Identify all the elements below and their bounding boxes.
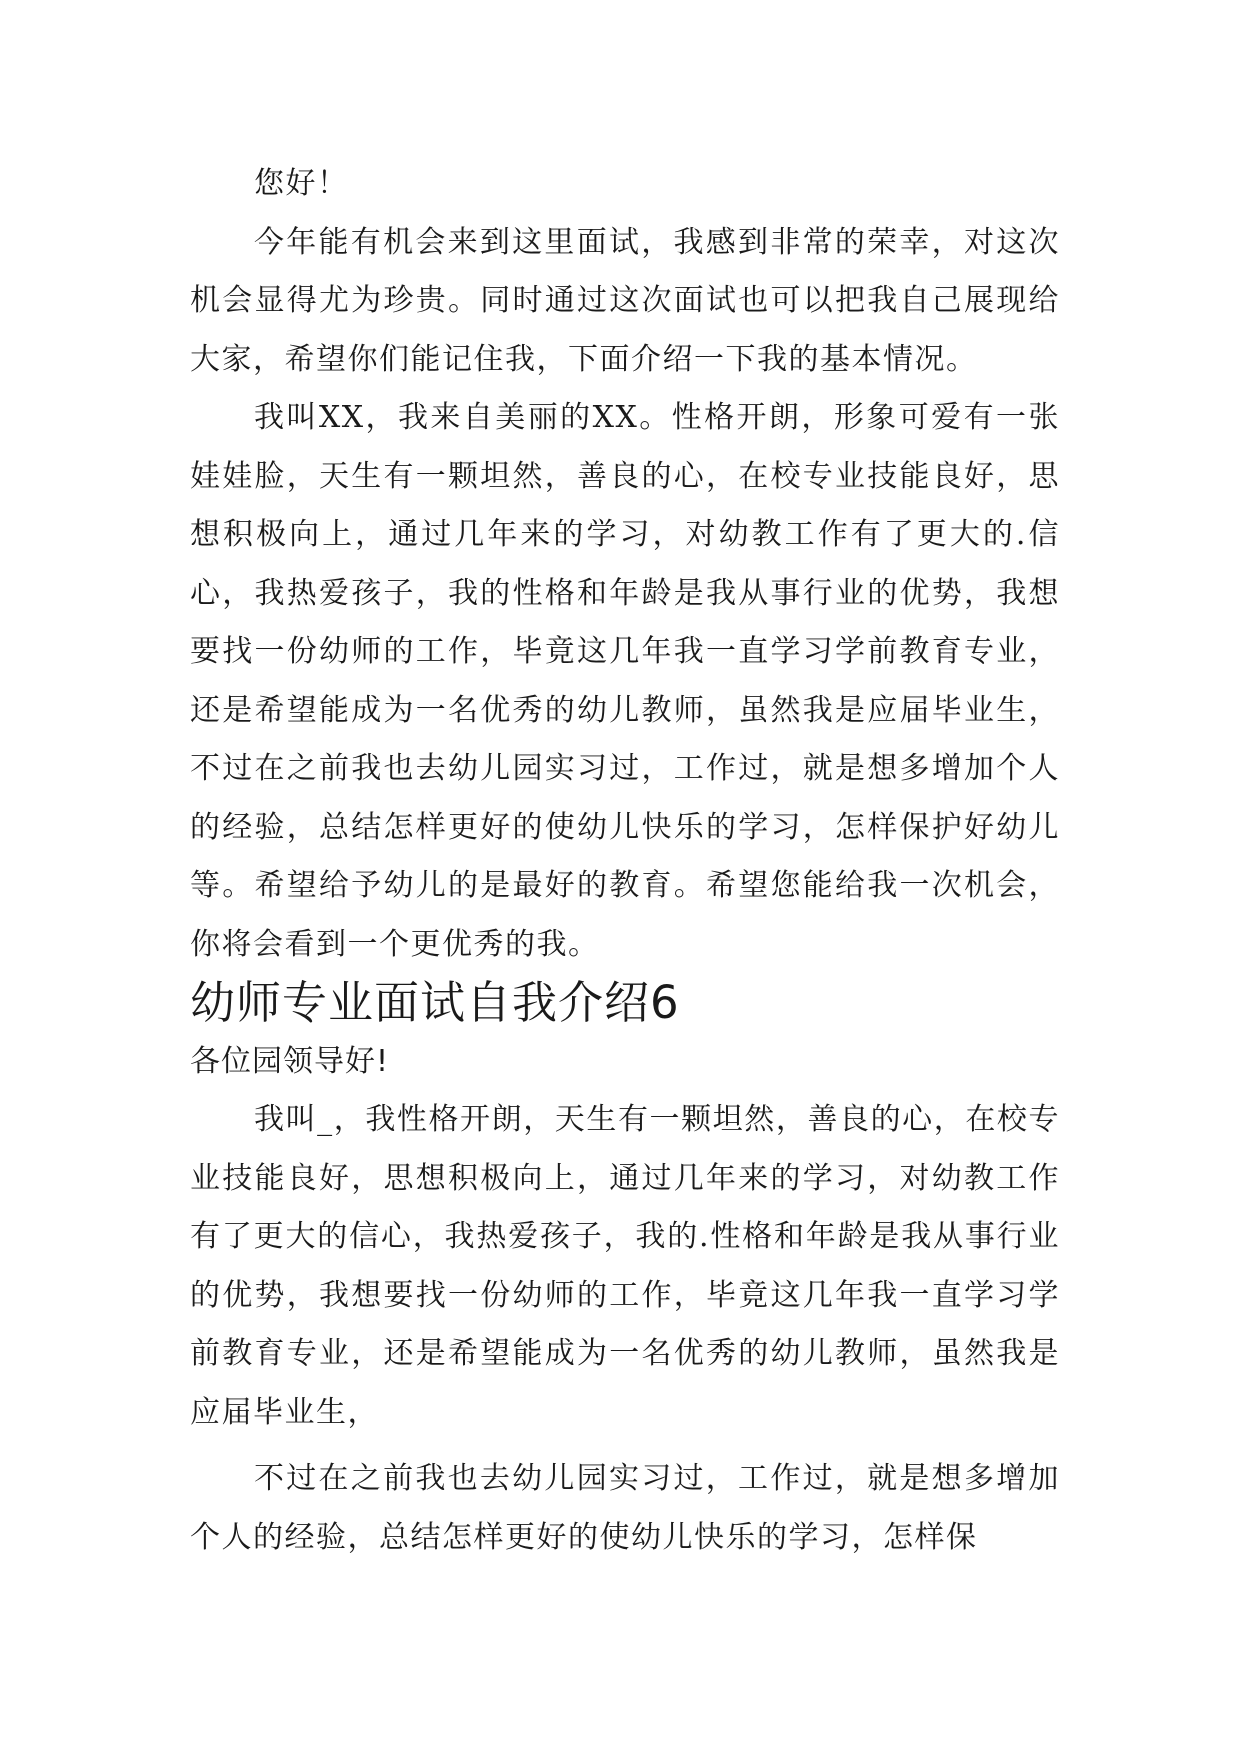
intro-paragraph: 今年能有机会来到这里面试，我感到非常的荣幸，对这次机会显得尤为珍贵。同时通过这次面试也可以把我自己展现给大家，希望你们能记住我，下面介绍一下我的基本情况。 <box>190 224 1060 377</box>
salutation-line: 各位园领导好! <box>190 1043 390 1079</box>
body-paragraph-continued: 不过在之前我也去幼儿园实习过，工作过，就是想多增加个人的经验，总结怎样更好的使幼儿快乐的学习，怎样保 <box>190 1461 1060 1555</box>
section-heading: 幼师专业面试自我介绍6 <box>190 976 680 1029</box>
self-introduction-paragraph: 我叫XX，我来自美丽的XX。性格开朗，形象可爱有一张娃娃脸，天生有一颗坦然，善良的心，在校专业技能良好，思想积极向上，通过几年来的学习，对幼教工作有了更大的.信心，我热爱孩子，我的性格和年龄是我从事行业的优势，我想要找一份幼师的工作，毕竟这几年我一直学习学前教育专业，还是希望能成为一名优秀的幼儿教师，虽然我是应届毕业生，不过在之前我也去幼儿园实习过，工作过，就是想多增加个人的经验，总结怎样更好的使幼儿快乐的学习，怎样保护好幼儿等。希望给予幼儿的是最好的教育。希望您能给我一次机会，你将会看到一个更优秀的我。 <box>190 400 1060 962</box>
greeting-paragraph: 您好！ <box>254 166 349 201</box>
body-paragraph: 我叫_，我性格开朗，天生有一颗坦然，善良的心，在校专业技能良好，思想积极向上，通过几年来的学习，对幼教工作有了更大的信心，我热爱孩子，我的.性格和年龄是我从事行业的优势，我想要找一份幼师的工作，毕竟这几年我一直学习学前教育专业，还是希望能成为一名优秀的幼儿教师，虽然我是应届毕业生， <box>190 1102 1060 1430</box>
document-body <box>190 155 1060 1567</box>
